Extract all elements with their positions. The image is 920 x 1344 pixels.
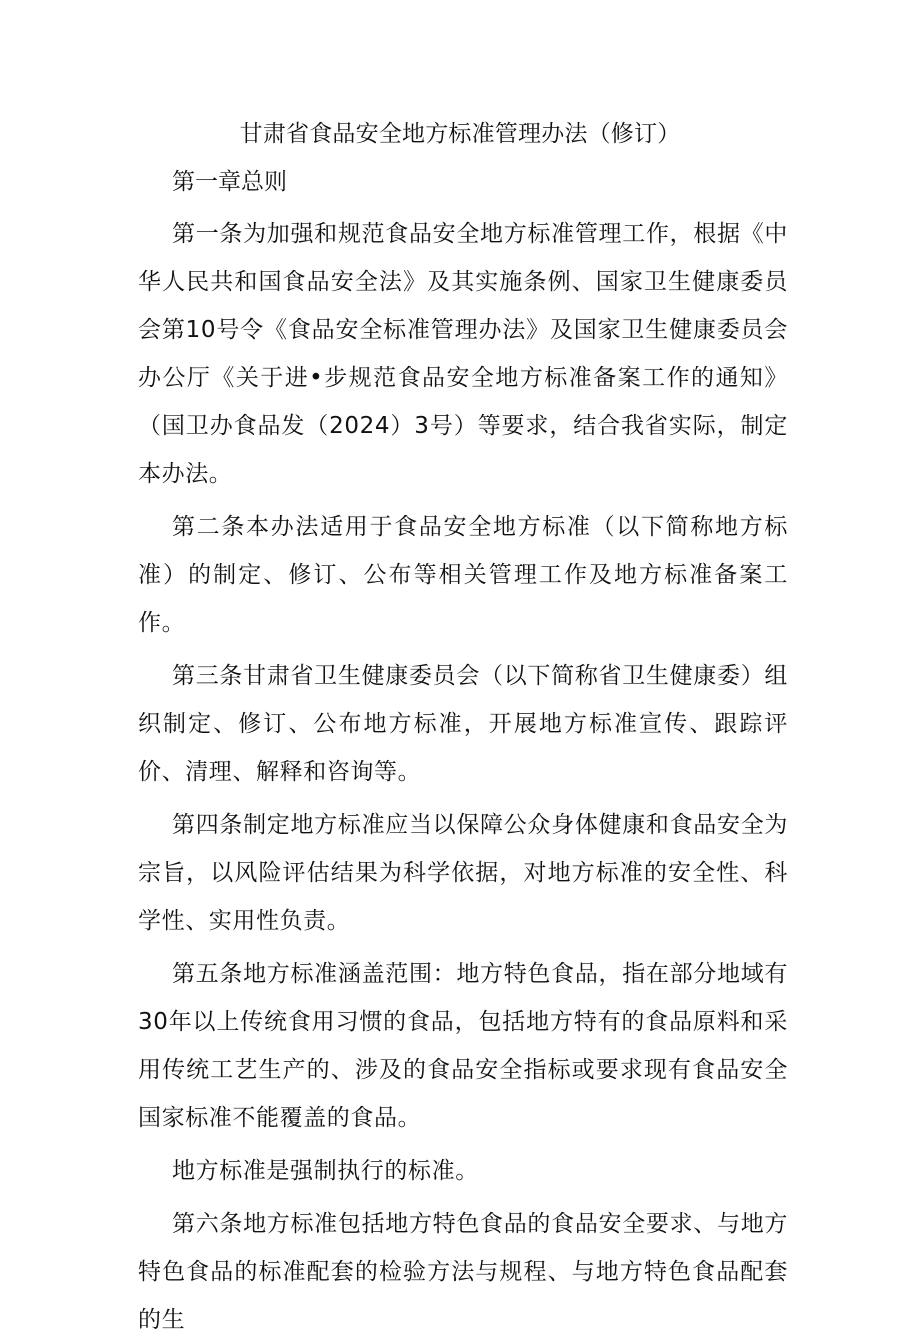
mandatory-standard-paragraph: 地方标准是强制执行的标准。: [172, 1158, 479, 1184]
article-5-paragraph: 第五条地方标准涵盖范围：地方特色食品，指在部分地域有30年以上传统食用习惯的食品，包括地方特有的食品原料和采用传统工艺生产的、涉及的食品安全指标或要求现有食品安全国家标准不能覆盖的食品。: [138, 961, 788, 1131]
article-2-paragraph: 第二条本办法适用于食品安全地方标准（以下简称地方标准）的制定、修订、公布等相关管理工作及地方标准备案工作。: [138, 514, 788, 636]
document-title: 甘肃省食品安全地方标准管理办法（修订）: [239, 121, 681, 147]
article-1-paragraph: 第一条为加强和规范食品安全地方标准管理工作，根据《中华人民共和国食品安全法》及其实施条例、国家卫生健康委员会第10号令《食品安全标准管理办法》及国家卫生健康委员会办公厅《关于进•步规范食品安全地方标准备案工作的通知》（国卫办食品发（2024）3号）等要求，结合我省实际，制定本办法。: [138, 221, 788, 487]
chapter-heading: 第一章总则: [172, 169, 287, 195]
article-3-paragraph: 第三条甘肃省卫生健康委员会（以下简称省卫生健康委）组织制定、修订、公布地方标准，开展地方标准宣传、跟踪评价、清理、解释和咨询等。: [138, 663, 788, 785]
article-6-paragraph: 第六条地方标准包括地方特色食品的食品安全要求、与地方特色食品的标准配套的检验方法与规程、与地方特色食品配套的生: [138, 1211, 788, 1333]
document-body: [138, 210, 788, 1344]
article-4-paragraph: 第四条制定地方标准应当以保障公众身体健康和食品安全为宗旨，以风险评估结果为科学依据，对地方标准的安全性、科学性、实用性负责。: [138, 812, 788, 934]
